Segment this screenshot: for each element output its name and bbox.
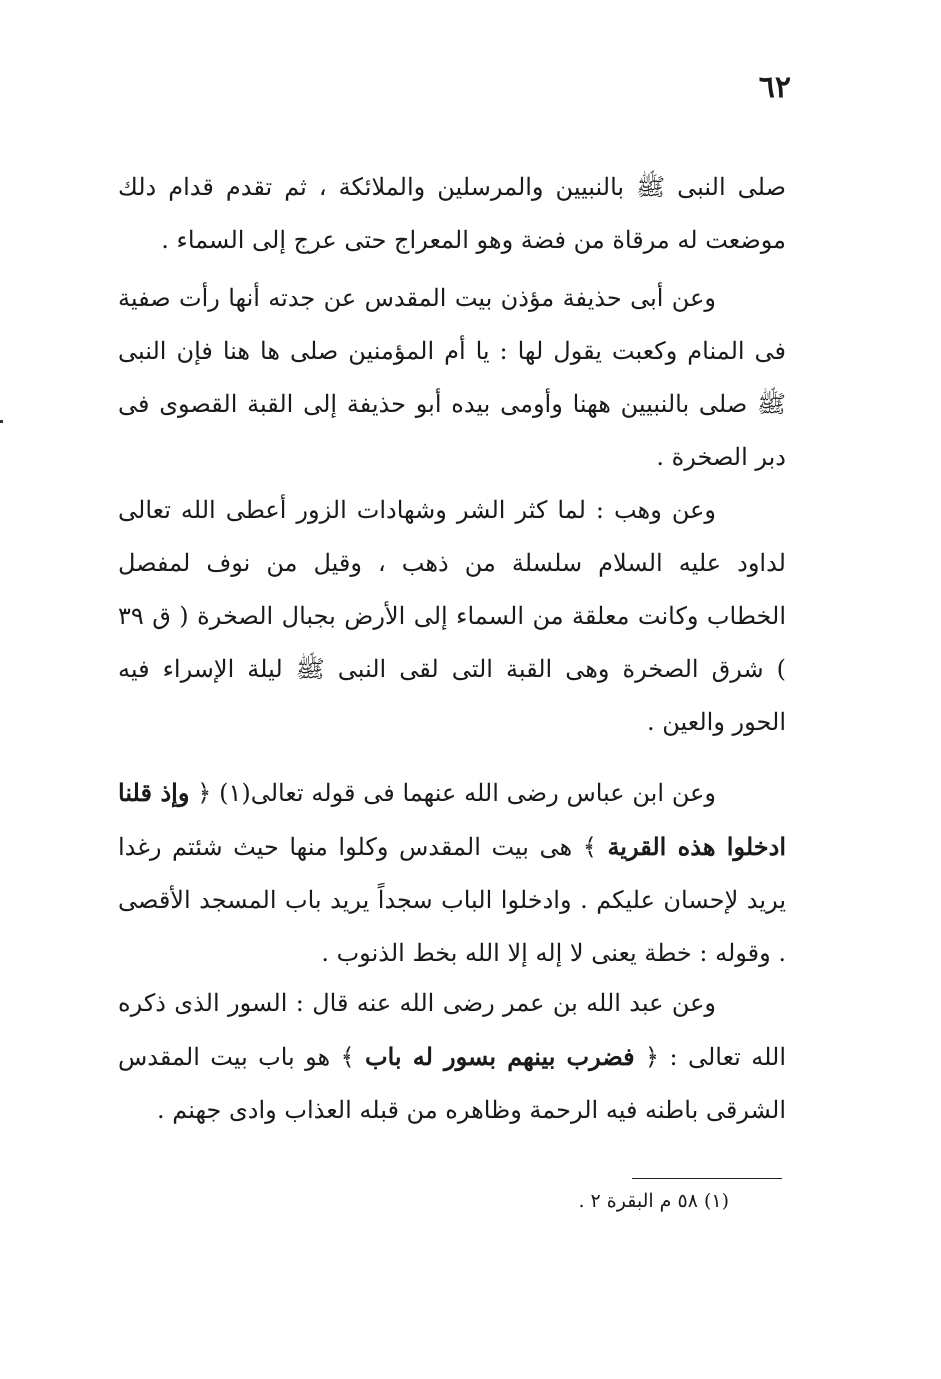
paragraph-block-4 [118,766,786,980]
paragraph: صلى النبى ﷺ بالنبيين والمرسلين والملائكة ، ثم تقدم قدام دلك موضعت له مرقاة من فضة وهو المعراج حتى عرج إلى السماء . [118,173,786,254]
footnote: (١) ٥٨ م البقرة ٢ . [578,1190,729,1212]
paragraph-text: وعن عبد الله بن عمر رضى الله عنه قال : السور الذى ذكره الله تعالى : ﴿ [118,989,787,1071]
scan-mark [0,420,3,423]
paragraph-block-3 [118,484,786,749]
paragraph-block-1 [118,161,786,267]
page-number: ٦٢ [758,70,791,105]
paragraph [118,977,786,1137]
paragraph: وعن وهب : لما كثر الشر وشهادات الزور أعطى الله تعالى لداود عليه السلام سلسلة من ذهب ، وقيل من نوف لمفصل الخطاب وكانت معلقة من السماء إلى الأرض بجبال الصخرة ( ق ٣٩ ) شرق الصخرة وهى القبة التى لقى النبى ﷺ ليلة الإسراء فيه الحور والعين . [118,496,786,736]
paragraph-block-5 [118,977,786,1137]
paragraph-block-2 [118,272,786,484]
paragraph: وعن أبى حذيفة مؤذن بيت المقدس عن جدته أنها رأت صفية فى المنام وكعبت يقول لها : يا أم المؤمنين صلى ها هنا فإن النبى ﷺ صلى بالنبيين ههنا وأومى بيده أبو حذيفة إلى القبة القصوى فى دبر الصخرة . [118,284,787,471]
paragraph-text: ﴾ هو باب بيت المقدس الشرقى باطنه فيه الرحمة وظاهره من قبله العذاب وادى جهنم . [118,1043,786,1124]
paragraph-text: ﴾ هى بيت المقدس وكلوا منها حيث شئتم رغدا يريد لإحسان عليكم . وادخلوا الباب سجداً يريد باب المسجد الأقصى . وقوله : خطة يعنى لا إله إلا الله بخط الذنوب . [118,833,786,967]
quran-verse: وإذ قلنا ادخلوا هذه القرية [118,778,786,861]
paragraph [118,766,786,980]
quran-verse: فضرب بينهم بسور له باب [365,1042,635,1071]
paragraph-text: وعن ابن عباس رضى الله عنهما فى قوله تعالى(١) ﴿ [189,779,716,807]
footnote-divider [632,1178,782,1179]
